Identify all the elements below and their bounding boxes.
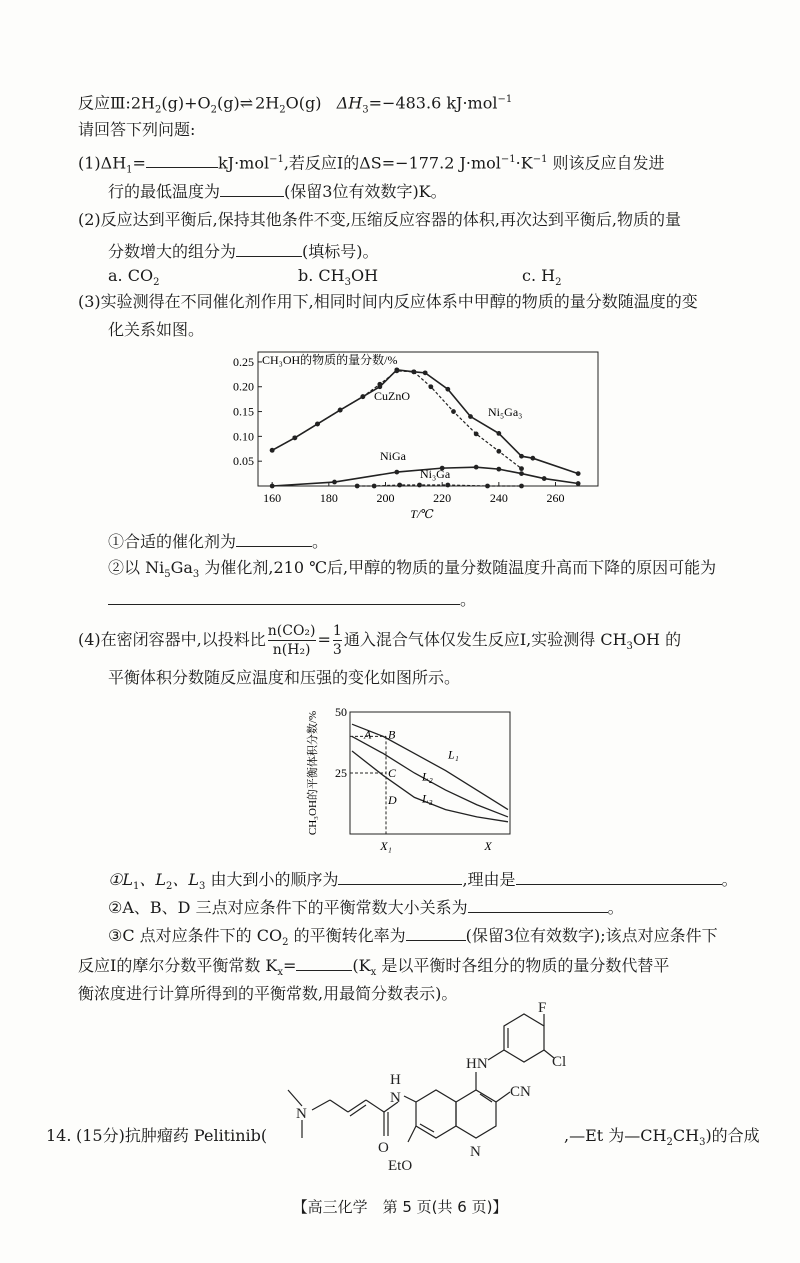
chart2-series-label: L₃ (422, 791, 433, 806)
q4-line2: 平衡体积分数随反应温度和压强的变化如图所示。 (108, 668, 461, 687)
methanol-equilibrium-chart (300, 700, 520, 860)
q4-reason-blank[interactable] (516, 866, 722, 885)
q2-option-b: b. $CH_3OH$ (298, 266, 379, 289)
chart2-xtick-label: X (484, 839, 492, 853)
chart1-ytick-label: 0.25 (233, 354, 254, 369)
q4-sub3-line3: 衡浓度进行计算所得到的平衡常数,用最简分数表示)。 (78, 984, 458, 1003)
q1-answer-blank-2[interactable] (220, 178, 284, 197)
chart1-data-point (474, 431, 479, 436)
q4-sub2: ②A、B、D 三点对应条件下的平衡常数大小关系为 。 (108, 894, 624, 920)
amide-n-label: N (390, 1090, 401, 1106)
one-third-fraction: $\frac{1}{3}$ (332, 623, 342, 658)
q14-number: 14. (46, 1126, 72, 1145)
chart1-series-label: CuZnO (374, 389, 410, 403)
feed-ratio-fraction: $\frac{\text{n(CO₂)}}{\text{n(H₂)}}$ (267, 623, 316, 658)
chart1-data-point (519, 484, 524, 489)
q2-option-c: c. $H_2$ (522, 266, 562, 289)
q3-sub2-answer-line: 。 (108, 586, 476, 612)
chart1-data-point (576, 481, 581, 486)
chart1-data-point (496, 449, 501, 454)
q14-text-end: ,—Et 为$—CH_2CH_3$)的合成 (564, 1126, 760, 1149)
chart1-data-point (519, 471, 524, 476)
chart1-data-point (360, 394, 365, 399)
q3-sub1: ①合适的催化剂为 。 (108, 528, 328, 554)
q4-kx-blank[interactable] (296, 952, 352, 971)
methanol-catalyst-chart (210, 344, 610, 524)
ethoxy-label: EtO (388, 1158, 413, 1174)
chart1-data-point (292, 435, 297, 440)
page-footer: 【高三化学 第 5 页(共 6 页)】 (292, 1198, 508, 1216)
chart1-xtick-label: 220 (433, 491, 452, 505)
chart2-ylabel: CH₃OH的平衡体积分数/% (307, 710, 319, 836)
chart1-data-point (423, 370, 428, 375)
chart1-data-point (519, 454, 524, 459)
chart1-data-point (445, 483, 450, 488)
chart2-ytick-label: 50 (335, 705, 347, 719)
chart2-xtick-label: X₁ (380, 839, 392, 853)
chart1-frame (258, 352, 598, 486)
q1-answer-blank-1[interactable] (146, 149, 218, 168)
chart2-point-label: D (388, 792, 397, 807)
chart2-ytick-label: 25 (335, 766, 347, 780)
chart1-data-point (530, 456, 535, 461)
q2-line1: (2)反应达到平衡后,保持其他条件不变,压缩反应容器的体积,再次达到平衡后,物质的量 (78, 210, 682, 229)
chart1-data-point (394, 368, 399, 373)
chart1-title: CH₃OH的物质的量分数/% (262, 353, 398, 367)
q4-sub3: ③C 点对应条件下的 $CO_2$ 的平衡转化率为 (保留3位有效数字);该点对应条件下 (108, 922, 718, 955)
chart1-xtick-label: 160 (263, 491, 282, 505)
chart2-point-label: C (388, 766, 397, 780)
chart1-data-point (377, 382, 382, 387)
chart1-data-point (445, 387, 450, 392)
chart1-xtick-label: 200 (376, 491, 395, 505)
chart1-data-point (397, 483, 402, 488)
chart2-series-label: L₂ (422, 769, 433, 784)
chart1-xtick-label: 180 (319, 491, 338, 505)
nitrile-label: CN (510, 1084, 531, 1100)
q4-constant-blank[interactable] (468, 894, 608, 913)
chart1-data-point (542, 476, 547, 481)
chart1-data-point (496, 467, 501, 472)
chart1-xtick-label: 240 (489, 491, 508, 505)
chart1-data-point (315, 422, 320, 427)
chart1-data-point (372, 484, 377, 489)
ring-n-label: N (470, 1144, 481, 1160)
reaction-3-line: 反应$Ⅲ:2H_2(g)+O_2(g)\rightleftharpoons 2H_2O(g)$ $\Delta H_3=-483.6$ kJ·mol$^{-1}$ (78, 93, 513, 116)
chart1-data-point (451, 409, 456, 414)
chart1-data-point (519, 466, 524, 471)
chlorine-label: Cl (552, 1054, 567, 1070)
chart1-data-point (474, 465, 479, 470)
chart1-data-point (428, 384, 433, 389)
chart1-ytick-label: 0.05 (233, 454, 254, 469)
carbonyl-o-label: O (378, 1140, 389, 1156)
q2-option-a: a. $CO_2$ (108, 266, 160, 289)
chart1-data-point (270, 448, 275, 453)
chart2-series-label: L₁ (448, 747, 459, 762)
chart1-ytick-label: 0.20 (233, 379, 254, 394)
chart1-data-point (485, 484, 490, 489)
chart1-xlabel: T/℃ (410, 507, 434, 521)
q4-order-blank[interactable] (338, 866, 462, 885)
pelitinib-structure (270, 1000, 570, 1180)
chart1-data-point (355, 484, 360, 489)
q14-text-start: (15分)抗肿瘤药 Pelitinib( (76, 1126, 268, 1145)
q3-line2: 化关系如图。 (108, 320, 205, 339)
chart1-series-label: NiGa (380, 449, 406, 463)
fluorine-label: F (538, 1000, 547, 1016)
q3-catalyst-blank[interactable] (236, 528, 312, 547)
chart1-data-point (496, 431, 501, 436)
amine-n-label: N (296, 1106, 307, 1122)
q3-line1: (3)实验测得在不同催化剂作用下,相同时间内反应体系中甲醇的物质的量分数随温度的变 (78, 292, 698, 311)
q2-answer-blank[interactable] (236, 238, 302, 257)
hn-label: HN (466, 1056, 488, 1072)
amide-h-label: H (390, 1072, 401, 1088)
chart1-data-point (411, 369, 416, 374)
q2-line2: 分数增大的组分为 (填标号)。 (108, 238, 379, 264)
intro-text: 请回答下列问题: (78, 120, 196, 139)
q4-sub1: $①L_1$、$L_2$、$L_3$ 由大到小的顺序为 ,理由是 。 (108, 866, 738, 899)
chart1-data-point (270, 484, 275, 489)
q4-sub3-line2: 反应Ⅰ的摩尔分数平衡常数 $K_x= (K_x$ 是以平衡时各组分的物质的量分数代替平 (78, 952, 669, 985)
chart1-data-point (394, 470, 399, 475)
chart1-series-label: Ni₅Ga₃ (488, 405, 523, 419)
chart1-data-point (338, 408, 343, 413)
chart1-data-point (332, 480, 337, 485)
q1-line1: $(1)\Delta H_1= kJ\cdot mol^{-1}$,若反应Ⅰ的ΔS=−177.2 $J\cdot mol^{-1}\cdot K^{-1}$ 则该反应自发进 (78, 148, 665, 183)
q1-line2: 行的最低温度为 (保留3位有效数字)K。 (108, 178, 447, 204)
chart1-data-point (417, 483, 422, 488)
q3-sub2: ②以 $Ni_5Ga_3$ 为催化剂,210 ℃后,甲醇的物质的量分数随温度升高而下降的原因可能为 (108, 558, 717, 581)
q3-reason-blank[interactable] (108, 586, 460, 605)
chart2-point-label: A (364, 727, 372, 742)
chart1-xtick-label: 260 (546, 491, 565, 505)
chart1-series-label: Ni₃Ga (420, 467, 451, 481)
chart1-data-point (576, 471, 581, 476)
q4-line1: (4)在密闭容器中,以投料比 $\frac{\text{n(CO₂)}}{\text{n(H₂)}}$ = $\frac{1}{3}$ 通入混合气体仅发生反应Ⅰ,实验测得 $CH_3OH$ 的 (78, 623, 682, 658)
chart2-point-label: B (388, 727, 396, 742)
q4-conversion-blank[interactable] (406, 922, 466, 941)
chart1-ytick-label: 0.15 (233, 404, 254, 419)
chart1-ytick-label: 0.10 (233, 429, 254, 444)
chart1-data-point (468, 414, 473, 419)
